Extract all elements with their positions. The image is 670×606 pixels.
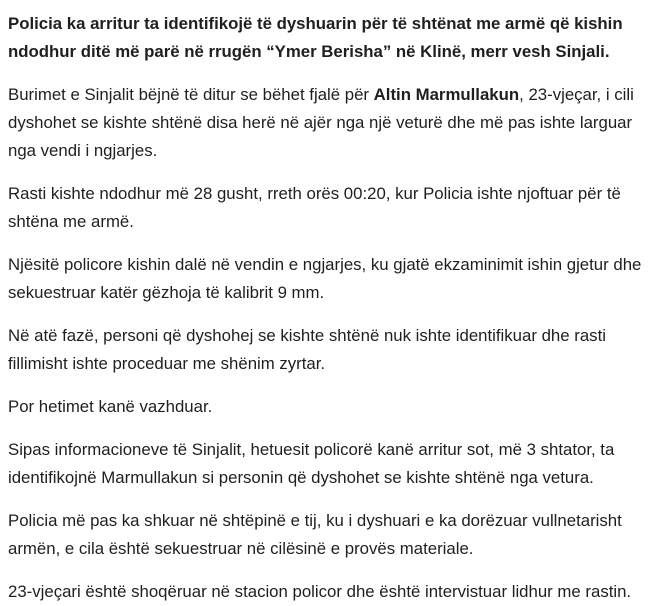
article-paragraph-2: Rasti kishte ndodhur më 28 gusht, rreth orës 00:20, kur Policia ishte njoftuar për të shtëna me armë. [8, 184, 621, 231]
article-paragraph-3: Njësitë policore kishin dalë në vendin e ngjarjes, ku gjatë ekzaminimit ishin gjetur dhe sekuestruar katër gëzhoja të kalibrit 9 mm. [8, 255, 642, 302]
article-paragraph-1 [8, 81, 654, 165]
paragraph-1-rest: , 23-vjeçar, i cili dyshohet se kishte shtënë disa herë në ajër nga një veturë dhe më pas ishte larguar nga vendi i ngjarjes. [8, 85, 634, 160]
article-paragraph-6: Sipas informacioneve të Sinjalit, hetuesit policorë kanë arritur sot, më 3 shtator, ta identifikojnë Marmullakun si personin që dyshohet se kishte shtënë nga vetura. [8, 440, 615, 487]
article-paragraph-8: 23-vjeçari është shoqëruar në stacion policor dhe është intervistuar lidhur me rastin. [8, 582, 632, 601]
paragraph-1-intro: Burimet e Sinjalit bëjnë të ditur se bëhet fjalë për [8, 85, 374, 104]
suspect-name: Altin Marmullakun [373, 85, 520, 104]
article-paragraph-4: Në atë fazë, personi që dyshohej se kishte shtënë nuk ishte identifikuar dhe rasti fillimisht ishte proceduar me shënim zyrtar. [8, 326, 606, 373]
article-lead: Policia ka arritur ta identifikojë të dyshuarin për të shtënat me armë që kishin ndodhur ditë më parë në rrugën “Ymer Berisha” në Klinë, merr vesh Sinjali. [8, 14, 623, 61]
article-paragraph-7: Policia më pas ka shkuar në shtëpinë e tij, ku i dyshuari e ka dorëzuar vullnetarisht armën, e cila është sekuestruar në cilësinë e provës materiale. [8, 511, 622, 558]
article-paragraph-5: Por hetimet kanë vazhduar. [8, 397, 213, 416]
